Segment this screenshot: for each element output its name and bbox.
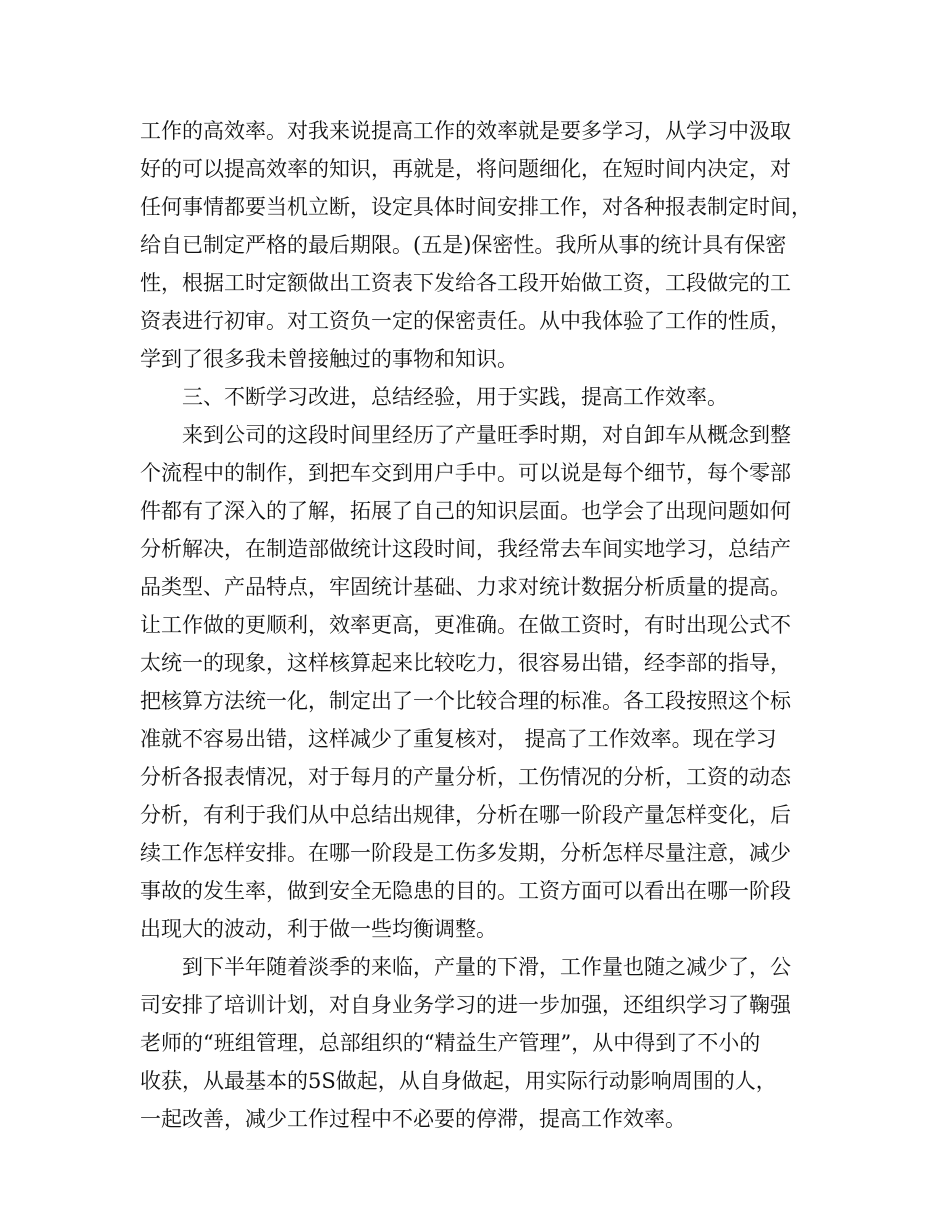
section-heading: 三、不断学习改进，总结经验，用于实践，提高工作效率。 — [182, 385, 728, 409]
text-line: 司安排了培训计划，对自身业务学习的进一步加强，还组织学习了鞠强 — [140, 993, 791, 1017]
text-line: 分析解决，在制造部做统计这段时间，我经常去车间实地学习，总结产 — [140, 537, 791, 561]
document-body — [140, 112, 830, 1138]
text-line: 来到公司的这段时间里经历了产量旺季时期，对自卸车从概念到整 — [182, 423, 791, 447]
text-line: 分析，有利于我们从中总结出规律，分析在哪一阶段产量怎样变化，后 — [140, 803, 791, 827]
text-line: 一起改善，减少工作过程中不必要的停滞，提高工作效率。 — [140, 1107, 686, 1131]
text-line: 学到了很多我未曾接触过的事物和知识。 — [140, 347, 518, 371]
text-line: 把核算方法统一化，制定出了一个比较合理的标准。各工段按照这个标 — [140, 689, 791, 713]
text-line: 让工作做的更顺利，效率更高，更准确。在做工资时，有时出现公式不 — [140, 613, 791, 637]
text-line: 好的可以提高效率的知识，再就是，将问题细化，在短时间内决定，对 — [140, 157, 791, 181]
text-line: 老师的“班组管理，总部组织的“精益生产管理”，从中得到了不小的 — [140, 1031, 761, 1055]
text-line: 个流程中的制作，到把车交到用户手中。可以说是每个细节，每个零部 — [140, 461, 791, 485]
text-line: 工作的高效率。对我来说提高工作的效率就是要多学习，从学习中汲取 — [140, 119, 791, 143]
text-line: 事故的发生率，做到安全无隐患的目的。工资方面可以看出在哪一阶段 — [140, 879, 791, 903]
text-line: 出现大的波动，利于做一些均衡调整。 — [140, 917, 497, 941]
text-line: 收获，从最基本的5S做起，从自身做起，用实际行动影响周围的人， — [140, 1069, 777, 1093]
text-line: 准就不容易出错，这样减少了重复核对， 提高了工作效率。现在学习 — [140, 727, 777, 751]
text-line: 件都有了深入的了解，拓展了自己的知识层面。也学会了出现问题如何 — [140, 499, 791, 523]
text-line: 品类型、产品特点，牢固统计基础、力求对统计数据分析质量的提高。 — [140, 575, 791, 599]
text-line: 分析各报表情况，对于每月的产量分析，工伤情况的分析，工资的动态 — [140, 765, 791, 789]
text-line: 给自已制定严格的最后期限。(五是)保密性。我所从事的统计具有保密 — [140, 233, 787, 257]
text-line: 续工作怎样安排。在哪一阶段是工伤多发期，分析怎样尽量注意，减少 — [140, 841, 791, 865]
text-line: 性，根据工时定额做出工资表下发给各工段开始做工资，工段做完的工 — [140, 271, 791, 295]
text-line: 太统一的现象，这样核算起来比较吃力，很容易出错，经李部的指导， — [140, 651, 791, 675]
text-line: 资表进行初审。对工资负一定的保密责任。从中我体验了工作的性质， — [140, 309, 791, 333]
text-line: 任何事情都要当机立断，设定具体时间安排工作，对各种报表制定时间， — [140, 195, 812, 219]
text-line: 到下半年随着淡季的来临，产量的下滑，工作量也随之减少了，公 — [182, 955, 791, 979]
